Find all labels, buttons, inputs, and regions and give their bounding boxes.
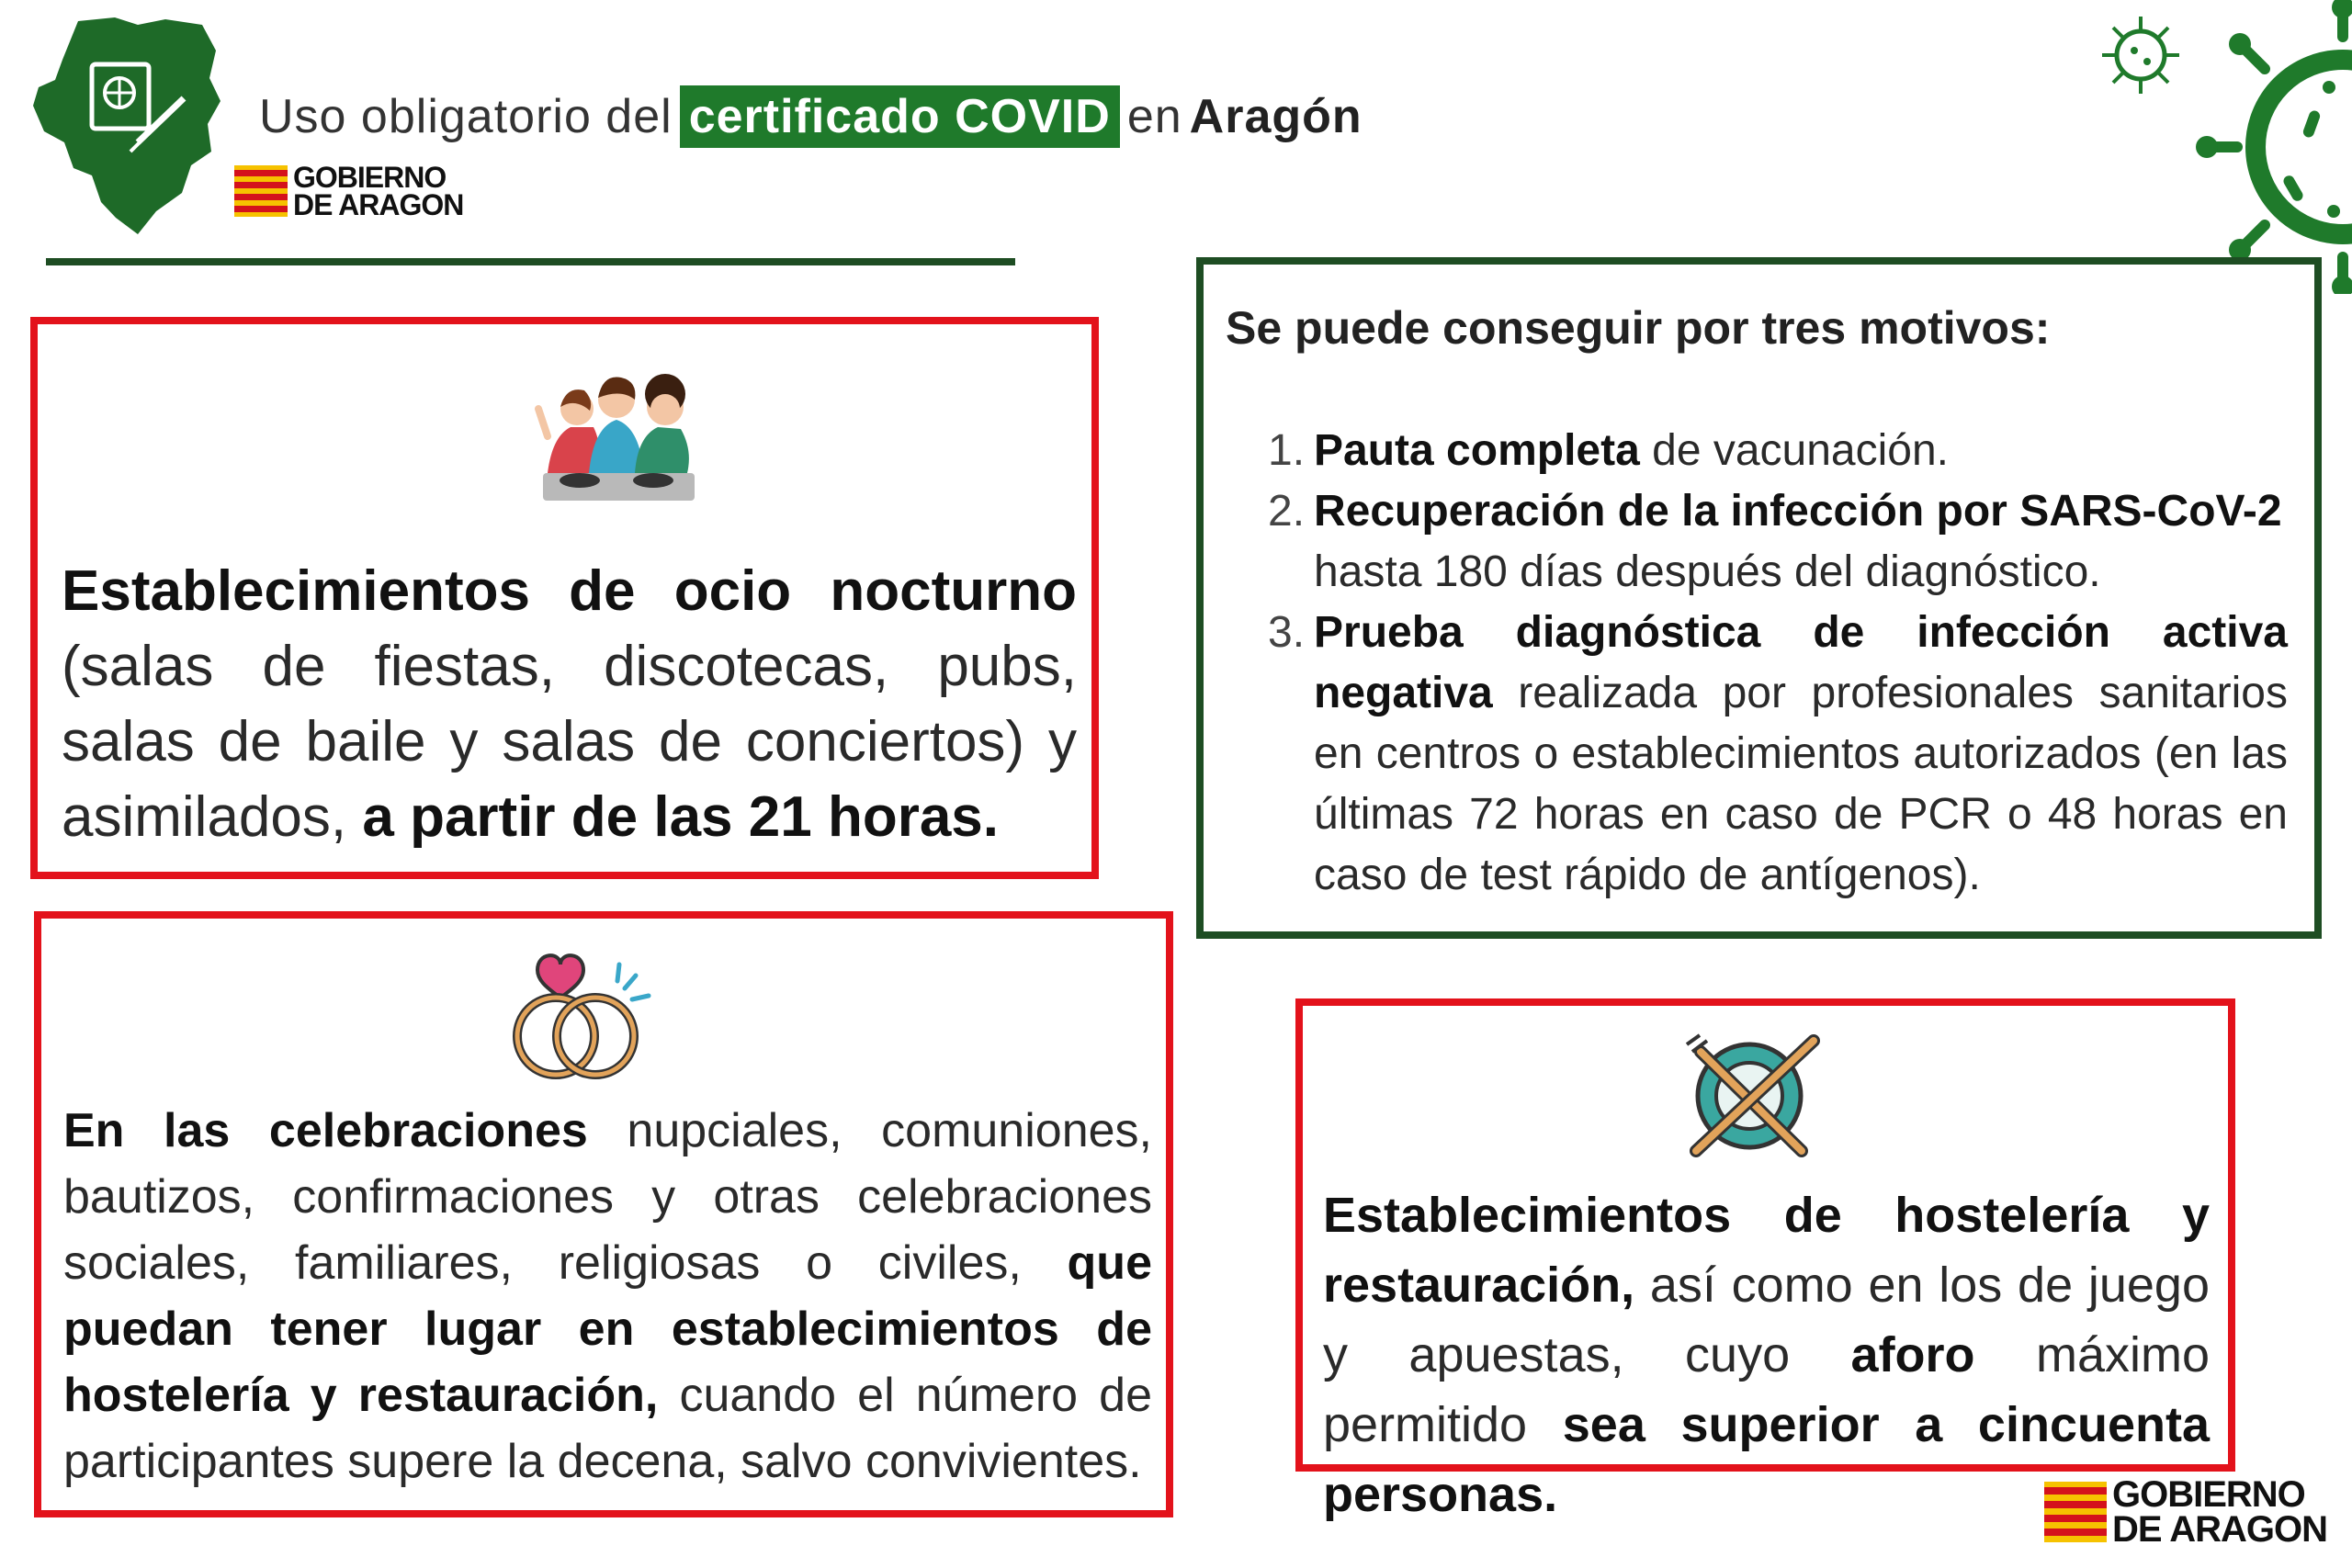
footer-logo-line1: GOBIERNO	[2112, 1474, 2305, 1515]
aragon-flag-icon	[234, 165, 288, 217]
hosteleria-bold-mid: aforo	[1850, 1327, 1975, 1382]
motivo-bold: Prueba diagnóstica de infección activa negativa	[1314, 608, 2288, 717]
motivo-item	[1268, 603, 2288, 906]
motivo-text: hasta 180 días después del diagnóstico.	[1314, 547, 2101, 596]
title-highlight: certificado COVID	[680, 85, 1120, 148]
motivos-list	[1268, 421, 2288, 906]
hosteleria-bold-lead: Establecimientos de hostelería y restauración,	[1323, 1188, 2210, 1313]
motivos-card	[1196, 257, 2322, 939]
celebraciones-card	[34, 911, 1173, 1517]
celebraciones-text	[63, 1098, 1152, 1495]
plate-cutlery-icon	[1678, 1033, 1825, 1162]
motivo-text: de vacunación.	[1639, 426, 1950, 475]
hosteleria-detail-1: así como en los de juego y apuestas, cuyo	[1323, 1258, 2210, 1382]
motivo-number: 3.	[1268, 608, 1306, 657]
celebraciones-detail-2: cuando el número de participantes supere la decena, salvo convivientes.	[63, 1369, 1152, 1488]
wedding-rings-icon	[496, 944, 657, 1087]
motivo-item	[1268, 481, 2288, 603]
logo-line1: GOBIERNO	[293, 161, 447, 194]
nocturno-text	[62, 554, 1077, 855]
footer-logo-line2: DE ARAGON	[2112, 1509, 2327, 1550]
nocturno-detail: (salas de fiestas, discotecas, pubs, salas de baile y salas de conciertos) y asimilados,	[62, 635, 1077, 849]
hosteleria-bold-tail: sea superior a cincuenta personas.	[1323, 1397, 2211, 1522]
celebraciones-bold-mid: que puedan tener lugar en establecimientos de hostelería y restauración,	[63, 1236, 1152, 1422]
large-virus-icon	[2196, 0, 2352, 294]
gobierno-aragon-logo	[234, 161, 464, 222]
aragon-flag-icon	[2044, 1482, 2107, 1542]
page-title	[259, 75, 1363, 158]
motivo-bold: Pauta completa	[1314, 426, 1640, 475]
hosteleria-detail-2: máximo permitido	[1323, 1327, 2210, 1452]
nocturno-bold-lead: Establecimientos de ocio nocturno	[62, 559, 1077, 623]
aragon-map-icon	[28, 14, 225, 234]
header-divider	[46, 258, 1015, 265]
celebraciones-detail-1: nupciales, comuniones, bautizos, confirmaciones y otras celebraciones sociales, familiares, religiosas o civiles,	[63, 1104, 1152, 1290]
title-region: Aragón	[1189, 90, 1363, 143]
motivo-number: 2.	[1268, 487, 1306, 536]
gobierno-aragon-logo-footer	[2044, 1474, 2327, 1550]
nocturno-card	[30, 317, 1099, 879]
celebraciones-bold-lead: En las celebraciones	[63, 1104, 588, 1157]
logo-line2: DE ARAGON	[293, 188, 464, 222]
people-party-icon	[529, 363, 704, 510]
title-middle: en	[1126, 90, 1182, 143]
small-virus-icon	[2099, 14, 2182, 96]
motivo-text: realizada por profesionales sanitarios en centros o establecimientos autorizados (en las últimas 72 horas en caso de PCR o 48 horas en caso de test rápido de antígenos).	[1314, 669, 2288, 899]
nocturno-bold-tail: a partir de las 21 horas.	[362, 785, 1000, 849]
motivo-number: 1.	[1268, 426, 1306, 475]
motivo-bold: Recuperación de la infección por SARS-CoV-2	[1314, 487, 2282, 536]
title-prefix: Uso obligatorio del	[259, 90, 673, 143]
motivos-heading: Se puede conseguir por tres motivos:	[1226, 302, 2051, 354]
motivo-item	[1268, 421, 2288, 481]
